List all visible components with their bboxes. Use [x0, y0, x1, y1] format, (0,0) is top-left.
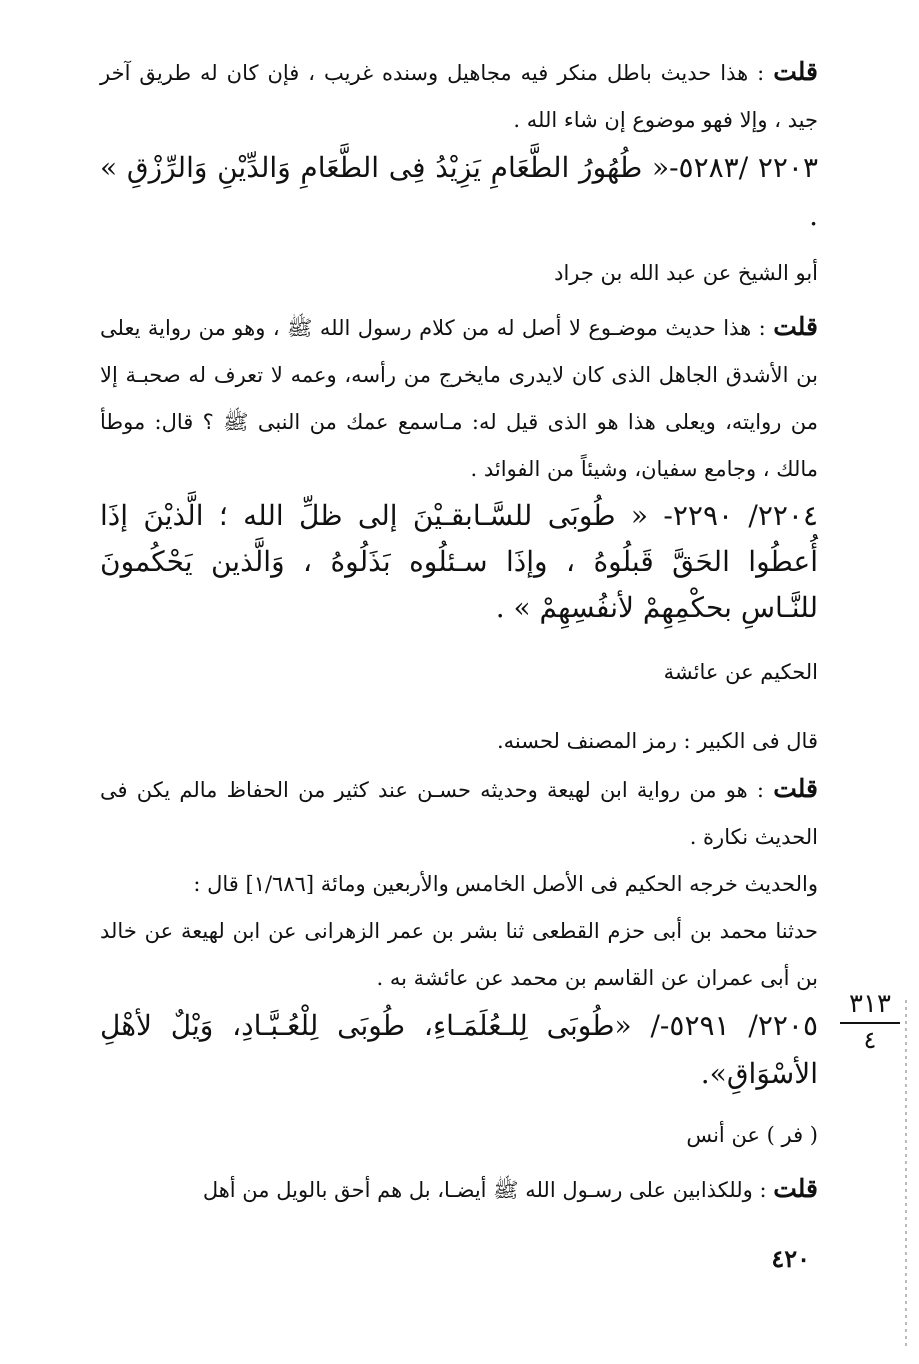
note-keyword: قلت [773, 312, 818, 341]
hadith-source: ( فر ) عن أنس [686, 1123, 818, 1147]
margin-ref-bottom: ٤ [863, 1026, 877, 1054]
hadith-source: الحكيم عن عائشة [663, 660, 818, 684]
note-text: : هذا حديث باطل منكر فيه مجاهيل وسنده غريب ، فإن كان له طريق آخر جيد ، وإلا فهو موضوع إن شاء الله . [100, 61, 818, 132]
hadith-text: ٢٢٠٣ /٥٢٨٣-« طُهُورُ الطَّعَامِ يَزِيْدُ فِى الطَّعَامِ وَالدِّيْنِ وَالرِّزْقِ » . [100, 151, 818, 232]
commentary-line: قال فى الكبير : رمز المصنف لحسنه. [496, 729, 818, 753]
hadith-text: ٢٢٠٥/ ٥٢٩١-/ «طُوبَى لِلـعُلَمَـاءِ، طُوبَى لِلْعُـبَّـادِ، وَيْلٌ لأهْلِ الأسْوَاقِ». [100, 1009, 818, 1090]
note-paragraph [100, 303, 818, 493]
note-keyword: قلت [773, 57, 818, 86]
page-edge-mark [905, 1000, 907, 1350]
isnad-text: حدثنا محمد بن أبى حزم القطعى ثنا بشر بن عمر الزهرانى عن ابن لهيعة عن خالد بن أبى عمران عن القاسم بن محمد عن عائشة به . [100, 919, 818, 990]
note-text: : هو من رواية ابن لهيعة وحديثه حسـن عند كثير من الحفاظ مالم يكن فى الحديث نكارة . [100, 778, 818, 849]
hadith-text: ٢٢٠٤/ ٢٢٩٠- « طُوبَى للسَّـابقـيْنَ إلى ظلِّ الله ؛ الَّذيْنَ إذَا أُعطُوا الحَقَّ قَبلُوهُ ، وإذَا سـئلُوه بَذَلُوهُ ، وَالَّذين يَحْكُمونَ للنَّـاسِ بحكْمِهِمْ لأنفُسِهِمْ » . [100, 499, 818, 624]
page-number: ٤٢٠ [771, 1244, 810, 1273]
note-paragraph [100, 765, 818, 861]
commentary-line: والحديث خرجه الحكيم فى الأصل الخامس والأربعين ومائة [١/٦٨٦] قال : [193, 872, 818, 896]
note-keyword: قلت [773, 774, 818, 803]
margin-ref-top: ٣١٣ [840, 990, 900, 1024]
note-keyword: قلت [773, 1174, 818, 1203]
hadith-source: أبو الشيخ عن عبد الله بن جراد [554, 261, 818, 285]
note-text: : وللكذابين على رسـول الله ﷺ أيضـا، بل هم أحق بالويل من أهل [202, 1178, 774, 1202]
note-text: : هذا حديث موضـوع لا أصل له من كلام رسول الله ﷺ ، وهو من رواية يعلى بن الأشدق الجاهل الذى كان لايدرى مايخرج من رأسه، وعمه لا تعرف له صحبـة إلا من روايته، ويعلى هذا هو الذى قيل له: مـاسمع عمك من النبى ﷺ ؟ قال: موطأ مالك ، وجامع سفيان، وشيئاً من الفوائد . [100, 316, 818, 481]
margin-volume-reference [840, 990, 900, 1054]
note-paragraph [100, 1165, 818, 1214]
page-body [100, 48, 818, 1214]
note-paragraph [100, 48, 818, 144]
